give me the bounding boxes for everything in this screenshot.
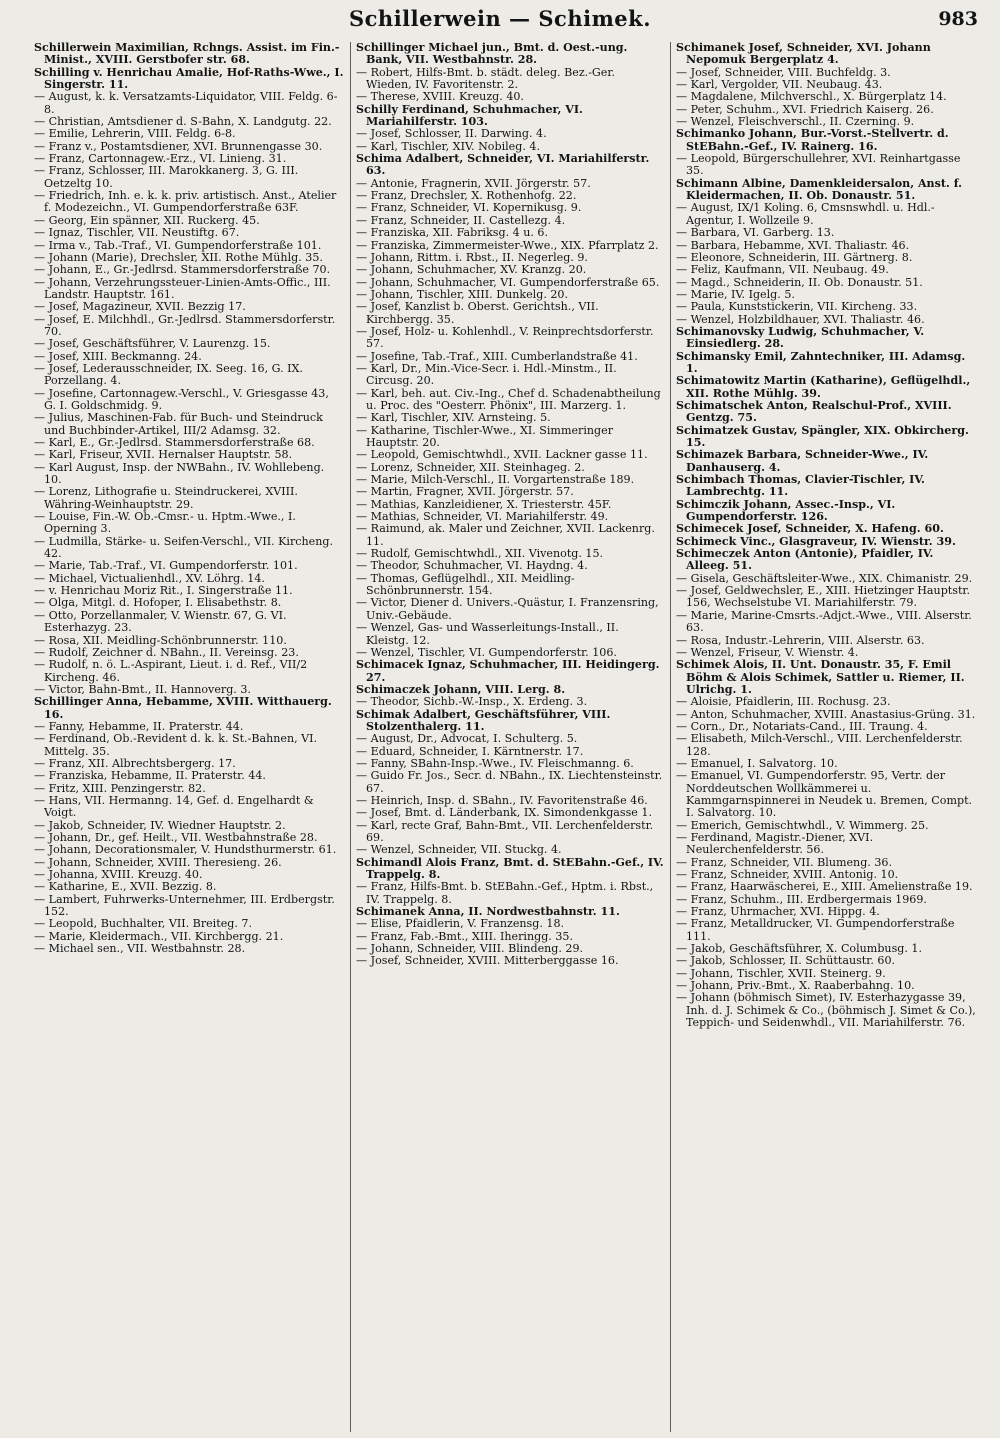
- directory-entry: — Louise, Fin.-W. Ob.-Cmsr.- u. Hptm.-Wwe., I. Operning 3.: [34, 510, 296, 536]
- directory-entry: — Franz, Schneider, XVIII. Antonig. 10.: [676, 868, 899, 882]
- directory-entry: — August, IX/1 Koling. 6, Cmsnswhdl. u. Hdl.-Agentur, I. Wollzeile 9.: [676, 201, 935, 227]
- directory-entry: — Leopold, Gemischtwhdl., XVII. Lackner gasse 11.: [356, 448, 648, 462]
- directory-entry: — Mathias, Kanzleidiener, X. Triesterstr. 45F.: [356, 497, 612, 511]
- directory-entry: — Jakob, Schlosser, II. Schüttaustr. 60.: [676, 954, 896, 968]
- directory-entry: — Rosa, XII. Meidling-Schönbrunnerstr. 110.: [34, 633, 287, 647]
- directory-entry: — Katharine, E., XVII. Bezzig. 8.: [34, 880, 217, 894]
- directory-entry: — Josef, Geldwechsler, E., XIII. Hietzinger Hauptstr. 156, Wechselstube VI. Mariahilferstr. 79.: [676, 584, 971, 610]
- directory-entry: — Wenzel, Fleischverschl., II. Czerning. 9.: [676, 115, 915, 129]
- directory-entry: — Franz, Schneider, II. Castellezg. 4.: [356, 213, 566, 227]
- directory-entry: — Josef, Kanzlist b. Oberst. Gerichtsh., VII. Kirchbergg. 35.: [356, 300, 599, 326]
- directory-entry: — Victor, Bahn-Bmt., II. Hannoverg. 3.: [34, 682, 251, 696]
- directory-entry: — Gisela, Geschäftsleiter-Wwe., XIX. Chimanistr. 29.: [676, 571, 973, 585]
- directory-entry: — August, k. k. Versatzamts-Liquidator, VIII. Feldg. 6-8.: [34, 90, 338, 116]
- directory-entry: — Karl, recte Graf, Bahn-Bmt., VII. Lerchenfelderstr. 69.: [356, 818, 654, 844]
- directory-entry: — Rudolf, n. ö. L.-Aspirant, Lieut. i. d. Ref., VII/2 Kircheng. 46.: [34, 658, 308, 684]
- directory-entry: — August, Dr., Advocat, I. Schulterg. 5.: [356, 732, 578, 746]
- directory-entry: — Karl, Tischler, XIV. Nobileg. 4.: [356, 139, 540, 153]
- directory-entry: — Fanny, Hebamme, II. Praterstr. 44.: [34, 719, 244, 733]
- directory-entry: — Franz, Drechsler, X. Rothenhofg. 22.: [356, 189, 577, 203]
- directory-entry: — Josef, Schneider, XVIII. Mitterberggasse 16.: [356, 954, 619, 968]
- directory-entry: — Katharine, Tischler-Wwe., XI. Simmeringer Hauptstr. 20.: [356, 423, 614, 449]
- directory-entry: — Josef, Holz- u. Kohlenhdl., V. Reinprechtsdorferstr. 57.: [356, 324, 654, 351]
- surname-entry: Schimak Adalbert, Geschäftsführer, VIII. Stolzenthalerg. 11.: [356, 707, 611, 733]
- surname-entry: Schimczik Johann, Assec.-Insp., VI. Gumpendorferstr. 126.: [676, 497, 896, 524]
- directory-entry: — Leopold, Buchhalter, VII. Breiteg. 7.: [34, 917, 252, 931]
- directory-entry: — Rudolf, Zeichner d. NBahn., II. Vereinsg. 23.: [34, 645, 299, 659]
- directory-entry: — Fritz, XIII. Penzingerstr. 82.: [34, 781, 206, 795]
- directory-entry: — Lambert, Fuhrwerks-Unternehmer, III. Erdbergstr. 152.: [34, 892, 335, 919]
- directory-entry: — Franz, Schneider, VI. Kopernikusg. 9.: [356, 201, 582, 215]
- surname-entry: Schimek Alois, II. Unt. Donaustr. 35, F. Emil Böhm & Alois Schimek, Sattler u. Riemer, II. Ulrichg. 1.: [676, 658, 965, 696]
- surname-entry: Schimazek Barbara, Schneider-Wwe., IV. Danhauserg. 4.: [676, 448, 929, 474]
- directory-entry: — Karl, Dr., Min.-Vice-Secr. i. Hdl.-Minstm., II. Circusg. 20.: [356, 361, 617, 388]
- directory-entry: — Raimund, ak. Maler und Zeichner, XVII. Lackenrg. 11.: [356, 522, 655, 548]
- page-header: [0, 0, 1000, 40]
- directory-entry: — Michael sen., VII. Westbahnstr. 28.: [34, 942, 246, 956]
- directory-entry: — Johann, Priv.-Bmt., X. Raaberbahng. 10.: [676, 979, 915, 993]
- directory-entry: — Karl, beh. aut. Civ.-Ing., Chef d. Schadenabtheilung u. Proc. des "Oesterr. Phönix", III. Marzerg. 1.: [356, 386, 661, 412]
- surname-entry: Schimann Albine, Damenkleidersalon, Anst. f. Kleidermachen, II. Ob. Donaustr. 51.: [676, 176, 962, 203]
- directory-entry: — Guido Fr. Jos., Secr. d. NBahn., IX. Liechtensteinstr. 67.: [356, 769, 663, 795]
- directory-entry: — Josef, Bmt. d. Länderbank, IX. Simondenkgasse 1.: [356, 806, 652, 820]
- directory-entry: — Corn., Dr., Notariats-Cand., III. Traung. 4.: [676, 719, 928, 733]
- directory-entry: — Johann (Marie), Drechsler, XII. Rothe Mühlg. 35.: [34, 250, 323, 264]
- directory-entry: — Olga, Mitgl. d. Hofoper, I. Elisabethstr. 8.: [34, 596, 282, 610]
- directory-entry: — Josef, Lederausschneider, IX. Seeg. 16, G. IX. Porzellang. 4.: [34, 361, 303, 388]
- directory-entry: — Josef, E. Milchhdl., Gr.-Jedlrsd. Stammersdorferstr. 70.: [34, 312, 336, 338]
- surname-entry: Schillerwein Maximilian, Rchngs. Assist. im Fin.-Minist., XVIII. Gerstbofer str. 68.: [34, 42, 340, 67]
- surname-entry: Schimandl Alois Franz, Bmt. d. StEBahn.-Gef., IV. Trappelg. 8.: [356, 855, 664, 882]
- directory-entry: — Marie, IV. Igelg. 5.: [676, 287, 795, 301]
- surname-entry: Schimanovsky Ludwig, Schuhmacher, V. Einsiedlerg. 28.: [676, 324, 925, 351]
- directory-entry: — Barbara, VI. Garberg. 13.: [676, 226, 835, 240]
- directory-entry: — Fanny, SBahn-Insp.-Wwe., IV. Fleischmanng. 6.: [356, 756, 634, 770]
- surname-entry: Schimatzek Gustav, Spängler, XIX. Obkircherg. 15.: [676, 423, 969, 449]
- surname-entry: Schima Adalbert, Schneider, VI. Mariahilferstr. 63.: [356, 152, 650, 178]
- directory-entry: — Ferdinand, Ob.-Revident d. k. k. St.-Bahnen, VI. Mittelg. 35.: [34, 732, 318, 758]
- surname-entry: Schimanek Josef, Schneider, XVI. Johann Nepomuk Bergerplatz 4.: [676, 42, 931, 67]
- directory-entry: — Lorenz, Schneider, XII. Steinhageg. 2.: [356, 460, 585, 474]
- surname-entry: Schillinger Anna, Hebamme, XVIII. Witthauerg. 16.: [34, 695, 332, 721]
- directory-entry: — Josefine, Cartonnagew.-Verschl., V. Griesgasse 43, G. I. Goldschmidg. 9.: [34, 386, 329, 412]
- directory-entry: — Wenzel, Holzbildhauer, XVI. Thaliastr. 46.: [676, 312, 925, 326]
- directory-entry: — Aloisie, Pfaidlerin, III. Rochusg. 23.: [676, 695, 891, 709]
- directory-entry: — Anton, Schuhmacher, XVIII. Anastasius-Grüng. 31.: [676, 707, 976, 721]
- directory-entry: — Franziska, Zimmermeister-Wwe., XIX. Pfarrplatz 2.: [356, 238, 659, 252]
- directory-entry: — Otto, Porzellanmaler, V. Wienstr. 67, G. VI. Esterhazyg. 23.: [34, 608, 287, 635]
- running-title: Schillerwein — Schimek.: [348, 6, 652, 31]
- directory-entry: — Franz, Fab.-Bmt., XIII. Iheringg. 35.: [356, 929, 574, 943]
- directory-entry: — Karl, Vergolder, VII. Neubaug. 43.: [676, 78, 883, 92]
- directory-entry: — Emanuel, VI. Gumpendorferstr. 95, Vertr. der Norddeutschen Wollkämmerei u. Kammgarnspinnerei in Neudek u. Bremen, Compt. I. Salvatorg. 10.: [676, 769, 973, 820]
- directory-entry: — Leopold, Bürgerschullehrer, XVI. Reinhartgasse 35.: [676, 152, 961, 178]
- directory-entry: — Johann (böhmisch Simet), IV. Esterhazygasse 39, Inh. d. J. Schimek & Co., (böhmisch J. Simet & Co.), Teppich- und Seidenwhdl., VII. Mariahilferstr. 76.: [676, 991, 976, 1030]
- directory-entry: — Johann, Schneider, VIII. Blindeng. 29.: [356, 942, 584, 956]
- surname-entry: Schimanek Anna, II. Nordwestbahnstr. 11.: [356, 905, 620, 919]
- directory-entry: — Karl, Friseur, XVII. Hernalser Hauptstr. 58.: [34, 448, 293, 462]
- directory-entry: — Martin, Fragner, XVII. Jörgerstr. 57.: [356, 485, 574, 499]
- directory-entry: — Johann, Schuhmacher, XV. Kranzg. 20.: [356, 263, 587, 277]
- directory-entry: — Franziska, Hebamme, II. Praterstr. 44.: [34, 769, 266, 783]
- directory-entry: — Franz, Haarwäscherei, E., XIII. Amelienstraße 19.: [676, 880, 973, 894]
- directory-entry: — Ferdinand, Magistr.-Diener, XVI. Neulerchenfelderstr. 56.: [676, 831, 874, 857]
- directory-entry: — Franz, Schneider, VII. Blumeng. 36.: [676, 855, 892, 869]
- column-1: [30, 42, 348, 1434]
- directory-entry: — Johanna, XVIII. Kreuzg. 40.: [34, 868, 203, 882]
- directory-entry: — Johann, Tischler, XIII. Dunkelg. 20.: [356, 287, 569, 301]
- directory-entry: — Franz, Schuhm., III. Erdbergermais 1969.: [676, 892, 927, 906]
- directory-entry: — Johann, Schneider, XVIII. Theresieng. 26.: [34, 855, 282, 869]
- directory-entry: — Franz, Uhrmacher, XVI. Hippg. 4.: [676, 905, 880, 919]
- directory-entry: — Robert, Hilfs-Bmt. b. städt. deleg. Bez.-Ger. Wieden, IV. Favoritenstr. 2.: [356, 65, 615, 92]
- directory-entry: — Eduard, Schneider, I. Kärntnerstr. 17.: [356, 744, 584, 758]
- directory-entry: — Mathias, Schneider, VI. Mariahilferstr. 49.: [356, 510, 609, 524]
- directory-entry: — Jakob, Schneider, IV. Wiedner Hauptstr. 2.: [34, 818, 286, 832]
- column-divider: [350, 42, 351, 1432]
- directory-entry: — Wenzel, Gas- und Wasserleitungs-Install., II. Kleistg. 12.: [356, 621, 619, 647]
- directory-entry: — Johann, Tischler, XVII. Steinerg. 9.: [676, 966, 886, 980]
- directory-entry: — Marie, Marine-Cmsrts.-Adjct.-Wwe., VIII. Alserstr. 63.: [676, 608, 972, 635]
- directory-entry: — Josef, Geschäftsführer, V. Laurenzg. 15.: [34, 337, 271, 351]
- directory-entry: — Rudolf, Gemischtwhdl., XII. Vivenotg. 15.: [356, 547, 604, 561]
- directory-entry: — Antonie, Fragnerin, XVII. Jörgerstr. 57.: [356, 176, 591, 190]
- directory-entry: — Johann, Verzehrungssteuer-Linien-Amts-Offic., III. Landstr. Hauptstr. 161.: [34, 275, 331, 301]
- directory-entry: — Karl, Tischler, XIV. Arnsteing. 5.: [356, 411, 551, 425]
- surname-entry: Schilling v. Henrichau Amalie, Hof-Raths-Wwe., I. Singerstr. 11.: [34, 65, 344, 92]
- directory-entry: — Marie, Milch-Verschl., II. Vorgartenstraße 189.: [356, 473, 635, 487]
- directory-entry: — Paula, Kunststickerin, VII. Kircheng. 33.: [676, 300, 918, 314]
- directory-entry: — Hans, VII. Hermanng. 14, Gef. d. Engelhardt & Voigt.: [34, 793, 314, 820]
- directory-entry: — Karl August, Insp. der NWBahn., IV. Wohllebeng. 10.: [34, 460, 325, 487]
- directory-entry: — Johann, Schuhmacher, VI. Gumpendorferstraße 65.: [356, 275, 660, 289]
- directory-entry: — Johann, Dr., gef. Heilt., VII. Westbahnstraße 28.: [34, 831, 318, 844]
- directory-entry: — Josef, Schneider, VIII. Buchfeldg. 3.: [676, 65, 891, 79]
- directory-entry: — Wenzel, Friseur, V. Wienstr. 4.: [676, 645, 859, 659]
- directory-entry: — Franz, Cartonnagew.-Erz., VI. Linieng. 31.: [34, 152, 287, 166]
- directory-entry: — Franz, Schlosser, III. Marokkanerg. 3, G. III. Oetzeltg 10.: [34, 164, 299, 190]
- directory-entry: — Ludmilla, Stärke- u. Seifen-Verschl., VII. Kircheng. 42.: [34, 534, 333, 561]
- directory-entry: — Theodor, Schuhmacher, VI. Haydng. 4.: [356, 559, 588, 573]
- directory-entry: — Johann, Rittm. i. Rbst., II. Negerleg. 9.: [356, 250, 588, 264]
- directory-entry: — Franz v., Postamtsdiener, XVI. Brunnengasse 30.: [34, 139, 323, 153]
- directory-entry: — Lorenz, Lithografie u. Steindruckerei, XVIII. Währing-Weinhauptstr. 29.: [34, 485, 298, 511]
- surname-entry: Schimatowitz Martin (Katharine), Geflügelhdl., XII. Rothe Mühlg. 39.: [676, 374, 971, 400]
- directory-entry: — v. Henrichau Moriz Rit., I. Singerstraße 11.: [34, 584, 293, 598]
- directory-entry: — Theodor, Sichb.-W.-Insp., X. Erdeng. 3.: [356, 695, 588, 709]
- directory-entry: — Peter, Schuhm., XVI. Friedrich Kaiserg. 26.: [676, 102, 934, 116]
- directory-entry: — Heinrich, Insp. d. SBahn., IV. Favoritenstraße 46.: [356, 793, 648, 807]
- surname-entry: Schimansky Emil, Zahntechniker, III. Adamsg. 1.: [676, 349, 966, 375]
- directory-entry: — Marie, Kleidermach., VII. Kirchbergg. 21.: [34, 929, 284, 943]
- directory-entry: — Ignaz, Tischler, VII. Neustiftg. 67.: [34, 226, 240, 240]
- directory-entry: — Josef, Schlosser, II. Darwing. 4.: [356, 127, 547, 141]
- directory-entry: — Barbara, Hebamme, XVI. Thaliastr. 46.: [676, 238, 910, 252]
- surname-entry: Schimbach Thomas, Clavier-Tischler, IV. Lambrechtg. 11.: [676, 473, 925, 499]
- directory-entry: — Magd., Schneiderin, II. Ob. Donaustr. 51.: [676, 275, 923, 289]
- directory-entry: — Elise, Pfaidlerin, V. Franzensg. 18.: [356, 917, 565, 931]
- directory-entry: — Johann, Decorationsmaler, V. Hundsthurmerstr. 61.: [34, 843, 337, 857]
- column-2: [352, 42, 668, 1434]
- directory-entry: — Wenzel, Tischler, VI. Gumpendorferstr. 106.: [356, 645, 617, 659]
- directory-entry: — Johann, E., Gr.-Jedlrsd. Stammersdorferstraße 70.: [34, 263, 331, 277]
- surname-entry: Schimecek Josef, Schneider, X. Hafeng. 60.: [676, 522, 944, 536]
- directory-entry: — Elisabeth, Milch-Verschl., VIII. Lerchenfelderstr. 128.: [676, 732, 963, 758]
- directory-entry: — Eleonore, Schneiderin, III. Gärtnerg. 8.: [676, 250, 913, 264]
- directory-entry: — Emanuel, I. Salvatorg. 10.: [676, 756, 838, 770]
- directory-entry: — Emerich, Gemischtwhdl., V. Wimmerg. 25.: [676, 818, 929, 832]
- directory-entry: — Thomas, Geflügelhdl., XII. Meidling-Schönbrunnerstr. 154.: [356, 571, 575, 598]
- directory-entry: — Michael, Victualienhdl., XV. Löhrg. 14.: [34, 571, 265, 585]
- directory-entry: — Christian, Amtsdiener d. S-Bahn, X. Landgutg. 22.: [34, 115, 332, 129]
- column-divider: [670, 42, 671, 1432]
- directory-entry: — Marie, Tab.-Traf., VI. Gumpendorferstr. 101.: [34, 559, 298, 573]
- surname-entry: Schillinger Michael jun., Bmt. d. Oest.-ung. Bank, VII. Westbahnstr. 28.: [356, 42, 628, 67]
- directory-entry: — Josef, Magazineur, XVII. Bezzig 17.: [34, 300, 246, 314]
- directory-entry: — Josefine, Tab.-Traf., XIII. Cumberlandstraße 41.: [356, 349, 638, 363]
- directory-entry: — Emilie, Lehrerin, VIII. Feldg. 6-8.: [34, 127, 236, 141]
- directory-entry: — Josef, XIII. Beckmanng. 24.: [34, 349, 202, 363]
- directory-entry: — Franz, Hilfs-Bmt. b. StEBahn.-Gef., Hptm. i. Rbst., IV. Trappelg. 8.: [356, 880, 654, 906]
- directory-entry: — Franz, XII. Albrechtsbergerg. 17.: [34, 756, 236, 770]
- surname-entry: Schimeczek Anton (Antonie), Pfaidler, IV. Alleeg. 51.: [676, 547, 934, 573]
- surname-entry: Schimacek Ignaz, Schuhmacher, III. Heidingerg. 27.: [356, 658, 660, 684]
- surname-entry: Schimatschek Anton, Realschul-Prof., XVIII. Gentzg. 75.: [676, 398, 952, 425]
- surname-entry: Schimanko Johann, Bur.-Vorst.-Stellvertr. d. StEBahn.-Gef., IV. Rainerg. 16.: [676, 127, 949, 153]
- surname-entry: Schilly Ferdinand, Schuhmacher, VI. Mariahilferstr. 103.: [356, 102, 583, 129]
- directory-entry: — Karl, E., Gr.-Jedlrsd. Stammersdorferstraße 68.: [34, 436, 315, 449]
- directory-entry: — Julius, Maschinen-Fab. für Buch- und Steindruck und Buchbinder-Artikel, III/2 Adamsg. 32.: [34, 411, 323, 437]
- directory-entry: — Friedrich, Inh. e. k. k. priv. artistisch. Anst., Atelier f. Modezeichn., VI. Gumpendorferstraße 63F.: [34, 189, 337, 215]
- directory-entry: — Feliz, Kaufmann, VII. Neubaug. 49.: [676, 263, 889, 277]
- page-number: 983: [938, 8, 978, 30]
- directory-entry: — Victor, Diener d. Univers.-Quästur, I. Franzensring, Univ.-Gebäude.: [356, 596, 659, 622]
- surname-entry: Schimaczek Johann, VIII. Lerg. 8.: [356, 682, 566, 696]
- surname-entry: Schimeck Vinc., Glasgraveur, IV. Wienstr. 39.: [676, 534, 956, 548]
- directory-entry: — Irma v., Tab.-Traf., VI. Gumpendorferstraße 101.: [34, 238, 322, 252]
- directory-entry: — Georg, Ein spänner, XII. Ruckerg. 45.: [34, 213, 260, 227]
- column-3: [672, 42, 984, 1434]
- directory-entry: — Magdalene, Milchverschl., X. Bürgerplatz 14.: [676, 90, 947, 104]
- directory-entry: — Jakob, Geschäftsführer, X. Columbusg. 1.: [676, 942, 922, 956]
- directory-entry: — Rosa, Industr.-Lehrerin, VIII. Alserstr. 63.: [676, 633, 925, 647]
- directory-entry: — Franz, Metalldrucker, VI. Gumpendorferstraße 111.: [676, 917, 955, 943]
- directory-entry: — Wenzel, Schneider, VII. Stuckg. 4.: [356, 843, 562, 857]
- directory-entry: — Franziska, XII. Fabriksg. 4 u. 6.: [356, 226, 549, 240]
- directory-entry: — Therese, XVIII. Kreuzg. 40.: [356, 90, 524, 104]
